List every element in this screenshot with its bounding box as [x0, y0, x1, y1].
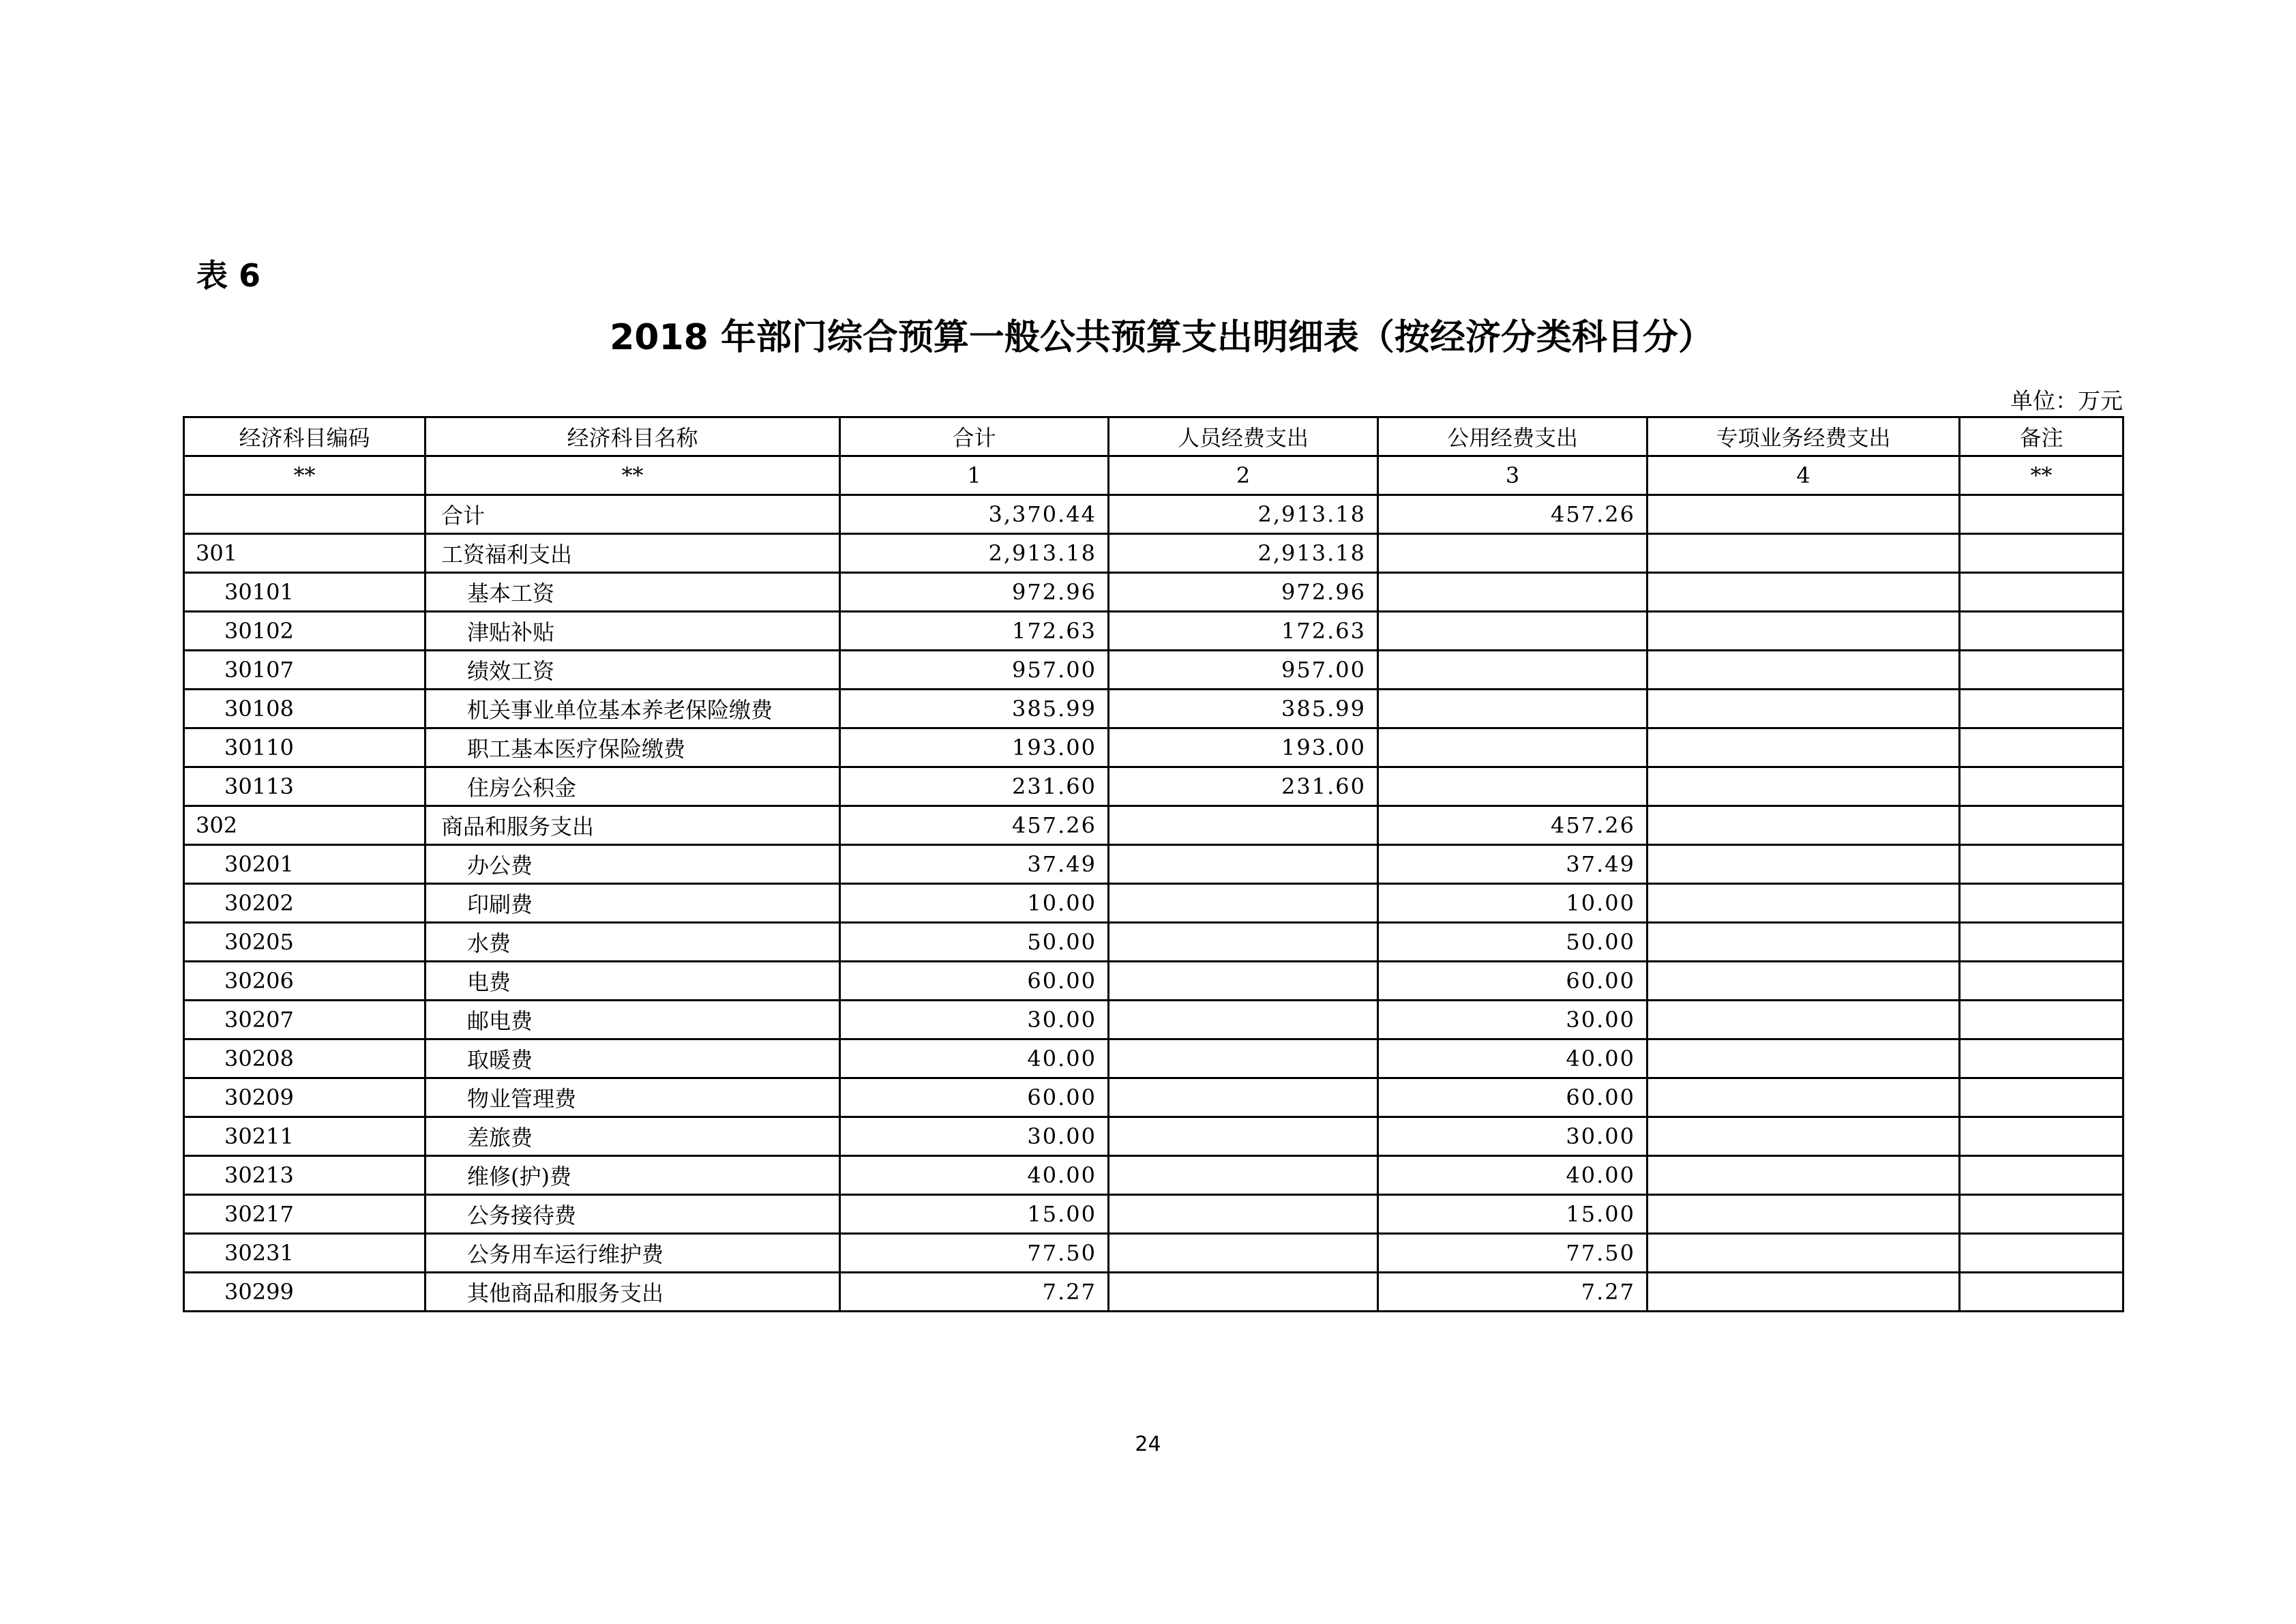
personnel-cell	[1109, 1117, 1378, 1156]
public-cell: 10.00	[1378, 884, 1648, 923]
table-row	[184, 962, 2123, 1001]
special-cell	[1648, 1156, 1960, 1195]
budget-table	[183, 416, 2124, 1312]
code-cell: 30202	[184, 884, 426, 923]
total-cell: 30.00	[840, 1001, 1109, 1039]
table-row	[184, 495, 2123, 534]
note-cell	[1960, 962, 2123, 1001]
total-cell: 77.50	[840, 1234, 1109, 1273]
special-cell	[1648, 767, 1960, 806]
public-cell	[1378, 690, 1648, 728]
public-cell: 77.50	[1378, 1234, 1648, 1273]
table-row	[184, 573, 2123, 612]
index-cell: 3	[1378, 456, 1648, 495]
name-cell: 绩效工资	[426, 651, 840, 690]
code-cell: 30207	[184, 1001, 426, 1039]
header-cell: 备注	[1960, 417, 2123, 456]
table-row	[184, 884, 2123, 923]
personnel-cell	[1109, 884, 1378, 923]
code-cell: 30102	[184, 612, 426, 651]
unit-label: 单位：万元	[2010, 387, 2123, 414]
note-cell	[1960, 1156, 2123, 1195]
special-cell	[1648, 573, 1960, 612]
table-row	[184, 845, 2123, 884]
index-cell: 4	[1648, 456, 1960, 495]
special-cell	[1648, 1078, 1960, 1117]
special-cell	[1648, 651, 1960, 690]
public-cell: 457.26	[1378, 495, 1648, 534]
code-cell: 30231	[184, 1234, 426, 1273]
personnel-cell: 385.99	[1109, 690, 1378, 728]
note-cell	[1960, 495, 2123, 534]
total-cell: 957.00	[840, 651, 1109, 690]
personnel-cell: 2,913.18	[1109, 495, 1378, 534]
name-cell: 机关事业单位基本养老保险缴费	[426, 690, 840, 728]
total-cell: 10.00	[840, 884, 1109, 923]
personnel-cell	[1109, 962, 1378, 1001]
total-cell: 37.49	[840, 845, 1109, 884]
public-cell: 50.00	[1378, 923, 1648, 962]
public-cell: 40.00	[1378, 1039, 1648, 1078]
total-cell: 457.26	[840, 806, 1109, 845]
note-cell	[1960, 1117, 2123, 1156]
public-cell	[1378, 534, 1648, 573]
table-row	[184, 767, 2123, 806]
personnel-cell	[1109, 1078, 1378, 1117]
public-cell	[1378, 767, 1648, 806]
table-row	[184, 1078, 2123, 1117]
header-cell: 人员经费支出	[1109, 417, 1378, 456]
note-cell	[1960, 690, 2123, 728]
note-cell	[1960, 573, 2123, 612]
name-cell: 公务接待费	[426, 1195, 840, 1234]
name-cell: 电费	[426, 962, 840, 1001]
public-cell: 37.49	[1378, 845, 1648, 884]
public-cell: 15.00	[1378, 1195, 1648, 1234]
code-cell: 30101	[184, 573, 426, 612]
name-cell: 住房公积金	[426, 767, 840, 806]
name-cell: 办公费	[426, 845, 840, 884]
personnel-cell	[1109, 1001, 1378, 1039]
total-cell: 2,913.18	[840, 534, 1109, 573]
special-cell	[1648, 1273, 1960, 1312]
personnel-cell: 972.96	[1109, 573, 1378, 612]
note-cell	[1960, 612, 2123, 651]
code-cell: 30113	[184, 767, 426, 806]
total-cell: 3,370.44	[840, 495, 1109, 534]
name-cell: 印刷费	[426, 884, 840, 923]
header-cell: 公用经费支出	[1378, 417, 1648, 456]
total-cell: 40.00	[840, 1039, 1109, 1078]
table-row	[184, 1156, 2123, 1195]
code-cell: 30299	[184, 1273, 426, 1312]
special-cell	[1648, 612, 1960, 651]
special-cell	[1648, 534, 1960, 573]
public-cell	[1378, 573, 1648, 612]
name-cell: 物业管理费	[426, 1078, 840, 1117]
total-cell: 972.96	[840, 573, 1109, 612]
personnel-cell: 193.00	[1109, 728, 1378, 767]
table-row	[184, 1001, 2123, 1039]
page-title: 2018 年部门综合预算一般公共预算支出明细表（按经济分类科目分）	[610, 317, 1714, 358]
code-cell: 302	[184, 806, 426, 845]
personnel-cell	[1109, 923, 1378, 962]
code-cell: 30217	[184, 1195, 426, 1234]
special-cell	[1648, 1195, 1960, 1234]
table-row	[184, 728, 2123, 767]
code-cell: 30110	[184, 728, 426, 767]
table-row	[184, 1117, 2123, 1156]
code-cell: 30206	[184, 962, 426, 1001]
table-row	[184, 1195, 2123, 1234]
special-cell	[1648, 884, 1960, 923]
public-cell: 7.27	[1378, 1273, 1648, 1312]
page-number: 24	[1135, 1432, 1161, 1456]
index-cell: 1	[840, 456, 1109, 495]
note-cell	[1960, 1234, 2123, 1273]
public-cell	[1378, 651, 1648, 690]
total-cell: 60.00	[840, 962, 1109, 1001]
personnel-cell	[1109, 1273, 1378, 1312]
total-cell: 193.00	[840, 728, 1109, 767]
code-cell: 30108	[184, 690, 426, 728]
total-cell: 385.99	[840, 690, 1109, 728]
code-cell: 30209	[184, 1078, 426, 1117]
index-cell: 2	[1109, 456, 1378, 495]
name-cell: 其他商品和服务支出	[426, 1273, 840, 1312]
personnel-cell: 172.63	[1109, 612, 1378, 651]
header-cell: 经济科目名称	[426, 417, 840, 456]
name-cell: 水费	[426, 923, 840, 962]
header-cell: 经济科目编码	[184, 417, 426, 456]
table-row	[184, 923, 2123, 962]
special-cell	[1648, 1039, 1960, 1078]
table-row	[184, 1273, 2123, 1312]
name-cell: 维修(护)费	[426, 1156, 840, 1195]
personnel-cell: 231.60	[1109, 767, 1378, 806]
header-cell: 合计	[840, 417, 1109, 456]
name-cell: 职工基本医疗保险缴费	[426, 728, 840, 767]
code-cell: 30208	[184, 1039, 426, 1078]
index-row	[184, 456, 2123, 495]
name-cell: 工资福利支出	[426, 534, 840, 573]
public-cell	[1378, 612, 1648, 651]
note-cell	[1960, 1039, 2123, 1078]
index-cell: **	[426, 456, 840, 495]
name-cell: 基本工资	[426, 573, 840, 612]
note-cell	[1960, 651, 2123, 690]
special-cell	[1648, 690, 1960, 728]
code-cell: 30201	[184, 845, 426, 884]
special-cell	[1648, 923, 1960, 962]
special-cell	[1648, 728, 1960, 767]
note-cell	[1960, 1273, 2123, 1312]
total-cell: 231.60	[840, 767, 1109, 806]
special-cell	[1648, 1234, 1960, 1273]
table-row	[184, 651, 2123, 690]
name-cell: 合计	[426, 495, 840, 534]
public-cell: 457.26	[1378, 806, 1648, 845]
note-cell	[1960, 534, 2123, 573]
table-row	[184, 534, 2123, 573]
special-cell	[1648, 806, 1960, 845]
name-cell: 邮电费	[426, 1001, 840, 1039]
special-cell	[1648, 845, 1960, 884]
personnel-cell	[1109, 1195, 1378, 1234]
personnel-cell: 2,913.18	[1109, 534, 1378, 573]
name-cell: 津贴补贴	[426, 612, 840, 651]
personnel-cell: 957.00	[1109, 651, 1378, 690]
total-cell: 172.63	[840, 612, 1109, 651]
table-row	[184, 806, 2123, 845]
table-row	[184, 1039, 2123, 1078]
personnel-cell	[1109, 845, 1378, 884]
table-row	[184, 612, 2123, 651]
note-cell	[1960, 1001, 2123, 1039]
public-cell: 30.00	[1378, 1001, 1648, 1039]
name-cell: 差旅费	[426, 1117, 840, 1156]
special-cell	[1648, 1117, 1960, 1156]
note-cell	[1960, 1078, 2123, 1117]
code-cell: 30211	[184, 1117, 426, 1156]
index-cell: **	[1960, 456, 2123, 495]
code-cell: 30213	[184, 1156, 426, 1195]
code-cell: 301	[184, 534, 426, 573]
special-cell	[1648, 1001, 1960, 1039]
table-row	[184, 1234, 2123, 1273]
note-cell	[1960, 1195, 2123, 1234]
index-cell: **	[184, 456, 426, 495]
note-cell	[1960, 806, 2123, 845]
total-cell: 30.00	[840, 1117, 1109, 1156]
note-cell	[1960, 923, 2123, 962]
code-cell: 30205	[184, 923, 426, 962]
note-cell	[1960, 845, 2123, 884]
note-cell	[1960, 884, 2123, 923]
note-cell	[1960, 728, 2123, 767]
public-cell: 60.00	[1378, 962, 1648, 1001]
header-row	[184, 417, 2123, 456]
total-cell: 60.00	[840, 1078, 1109, 1117]
code-cell	[184, 495, 426, 534]
personnel-cell	[1109, 1156, 1378, 1195]
name-cell: 公务用车运行维护费	[426, 1234, 840, 1273]
public-cell: 40.00	[1378, 1156, 1648, 1195]
personnel-cell	[1109, 1039, 1378, 1078]
total-cell: 7.27	[840, 1273, 1109, 1312]
special-cell	[1648, 495, 1960, 534]
personnel-cell	[1109, 806, 1378, 845]
personnel-cell	[1109, 1234, 1378, 1273]
header-cell: 专项业务经费支出	[1648, 417, 1960, 456]
public-cell: 60.00	[1378, 1078, 1648, 1117]
special-cell	[1648, 962, 1960, 1001]
public-cell: 30.00	[1378, 1117, 1648, 1156]
table-row	[184, 690, 2123, 728]
note-cell	[1960, 767, 2123, 806]
total-cell: 50.00	[840, 923, 1109, 962]
public-cell	[1378, 728, 1648, 767]
name-cell: 商品和服务支出	[426, 806, 840, 845]
code-cell: 30107	[184, 651, 426, 690]
total-cell: 40.00	[840, 1156, 1109, 1195]
total-cell: 15.00	[840, 1195, 1109, 1234]
table-label: 表 6	[196, 257, 261, 294]
name-cell: 取暖费	[426, 1039, 840, 1078]
